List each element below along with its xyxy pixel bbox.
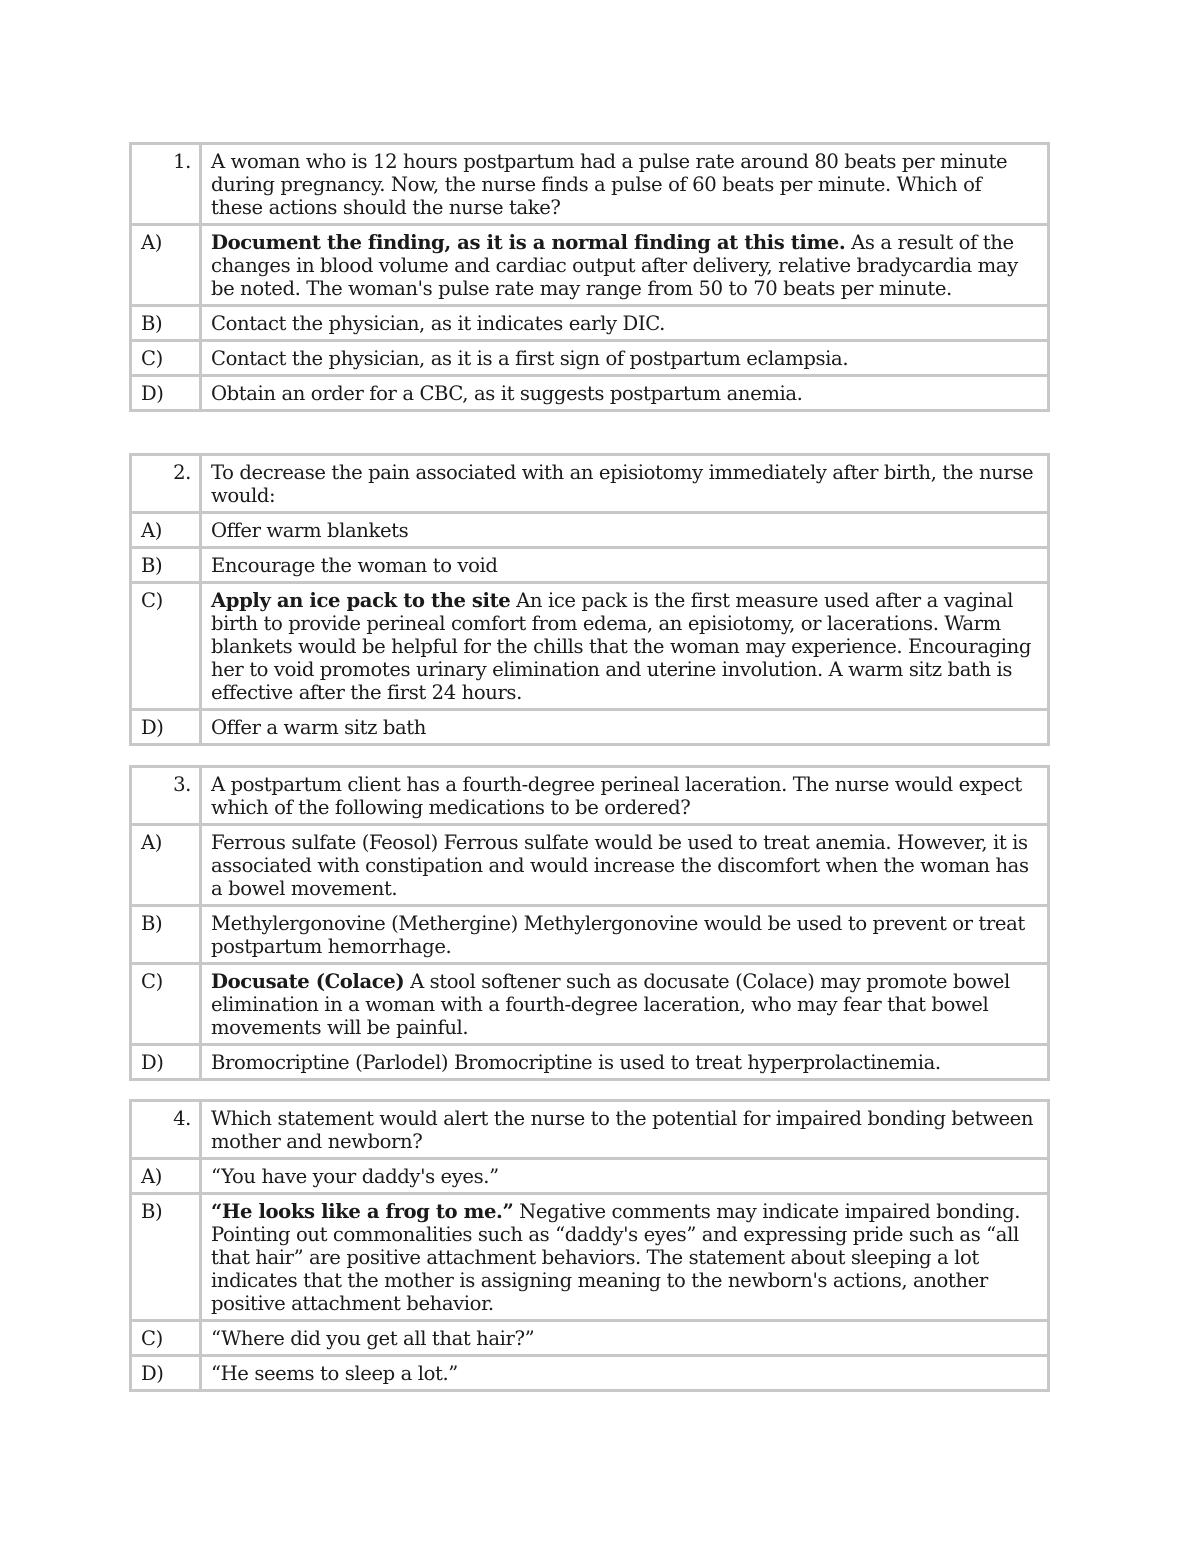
question-number: 2. — [131, 455, 201, 513]
rationale-text: An ice pack is the first measure used after a vaginal birth to provide perineal comfort from edema, an episiotomy, or lacerations. Warm blankets would be helpful for the chills that the woman may experience. Encouraging her to void promotes urinary elimination and uterine involution. A warm sitz bath is effective after the first 24 hours. — [211, 589, 1031, 704]
option-letter: A) — [131, 225, 201, 306]
option-text: Encourage the woman to void — [201, 548, 1049, 583]
option-row — [131, 710, 1049, 745]
option-row — [131, 341, 1049, 376]
option-letter: B) — [131, 1194, 201, 1321]
option-text: “Where did you get all that hair?” — [201, 1321, 1049, 1356]
option-letter: A) — [131, 1159, 201, 1194]
option-letter: C) — [131, 1321, 201, 1356]
option-text: “You have your daddy's eyes.” — [201, 1159, 1049, 1194]
question-row — [131, 1101, 1049, 1159]
question-2-table — [129, 453, 1050, 746]
rationale-text: Negative comments may indicate impaired bonding. Pointing out commonalities such as “daddy's eyes” and expressing pride such as “all that hair” are positive attachment behaviors. The statement about sleeping a lot indicates that the mother is assigning meaning to the newborn's actions, another positive attachment behavior. — [211, 1200, 1021, 1315]
correct-answer-text: Docusate (Colace) — [211, 970, 405, 993]
question-stem: A woman who is 12 hours postpartum had a pulse rate around 80 beats per minute during pregnancy. Now, the nurse finds a pulse of 60 beats per minute. Which of these actions should the nurse take? — [201, 144, 1049, 225]
option-row — [131, 548, 1049, 583]
option-text: Obtain an order for a CBC, as it suggests postpartum anemia. — [201, 376, 1049, 411]
option-text: Contact the physician, as it indicates early DIC. — [201, 306, 1049, 341]
rationale-text: As a result of the changes in blood volume and cardiac output after delivery, relative bradycardia may be noted. The woman's pulse rate may range from 50 to 70 beats per minute. — [211, 231, 1018, 300]
option-text — [201, 225, 1049, 306]
question-row — [131, 144, 1049, 225]
option-row — [131, 376, 1049, 411]
option-row — [131, 1159, 1049, 1194]
correct-answer-text: “He looks like a frog to me.” — [211, 1200, 514, 1223]
rationale-text: A stool softener such as docusate (Colace) may promote bowel elimination in a woman with a fourth-degree laceration, who may fear that bowel movements will be painful. — [211, 970, 1010, 1039]
option-text: Offer a warm sitz bath — [201, 710, 1049, 745]
option-letter: B) — [131, 548, 201, 583]
option-row — [131, 306, 1049, 341]
question-3-table — [129, 765, 1050, 1081]
option-text: Bromocriptine (Parlodel) Bromocriptine is used to treat hyperprolactinemia. — [201, 1045, 1049, 1080]
question-stem: Which statement would alert the nurse to the potential for impaired bonding between mother and newborn? — [201, 1101, 1049, 1159]
option-row — [131, 906, 1049, 964]
option-text: Contact the physician, as it is a first sign of postpartum eclampsia. — [201, 341, 1049, 376]
option-text — [201, 1194, 1049, 1321]
option-row — [131, 1321, 1049, 1356]
option-letter: C) — [131, 341, 201, 376]
question-row — [131, 767, 1049, 825]
option-text: “He seems to sleep a lot.” — [201, 1356, 1049, 1391]
correct-answer-text: Apply an ice pack to the site — [211, 589, 511, 612]
question-1-table — [129, 142, 1050, 412]
question-stem: A postpartum client has a fourth-degree perineal laceration. The nurse would expect which of the following medications to be ordered? — [201, 767, 1049, 825]
option-text: Ferrous sulfate (Feosol) Ferrous sulfate would be used to treat anemia. However, it is associated with constipation and would increase the discomfort when the woman has a bowel movement. — [201, 825, 1049, 906]
option-row — [131, 964, 1049, 1045]
option-letter: C) — [131, 964, 201, 1045]
option-letter: D) — [131, 710, 201, 745]
option-row — [131, 1194, 1049, 1321]
option-row — [131, 1045, 1049, 1080]
question-row — [131, 455, 1049, 513]
question-4-table — [129, 1099, 1050, 1392]
question-number: 3. — [131, 767, 201, 825]
option-letter: A) — [131, 513, 201, 548]
option-letter: D) — [131, 1356, 201, 1391]
option-text: Methylergonovine (Methergine) Methylergonovine would be used to prevent or treat postpartum hemorrhage. — [201, 906, 1049, 964]
option-letter: C) — [131, 583, 201, 710]
question-number: 1. — [131, 144, 201, 225]
option-row — [131, 825, 1049, 906]
option-text — [201, 583, 1049, 710]
option-letter: B) — [131, 906, 201, 964]
option-row — [131, 513, 1049, 548]
option-row — [131, 1356, 1049, 1391]
correct-answer-text: Document the finding, as it is a normal finding at this time. — [211, 231, 846, 254]
option-letter: A) — [131, 825, 201, 906]
option-text — [201, 964, 1049, 1045]
option-letter: D) — [131, 376, 201, 411]
option-text: Offer warm blankets — [201, 513, 1049, 548]
option-row — [131, 583, 1049, 710]
option-letter: B) — [131, 306, 201, 341]
question-number: 4. — [131, 1101, 201, 1159]
option-letter: D) — [131, 1045, 201, 1080]
question-stem: To decrease the pain associated with an episiotomy immediately after birth, the nurse would: — [201, 455, 1049, 513]
option-row — [131, 225, 1049, 306]
